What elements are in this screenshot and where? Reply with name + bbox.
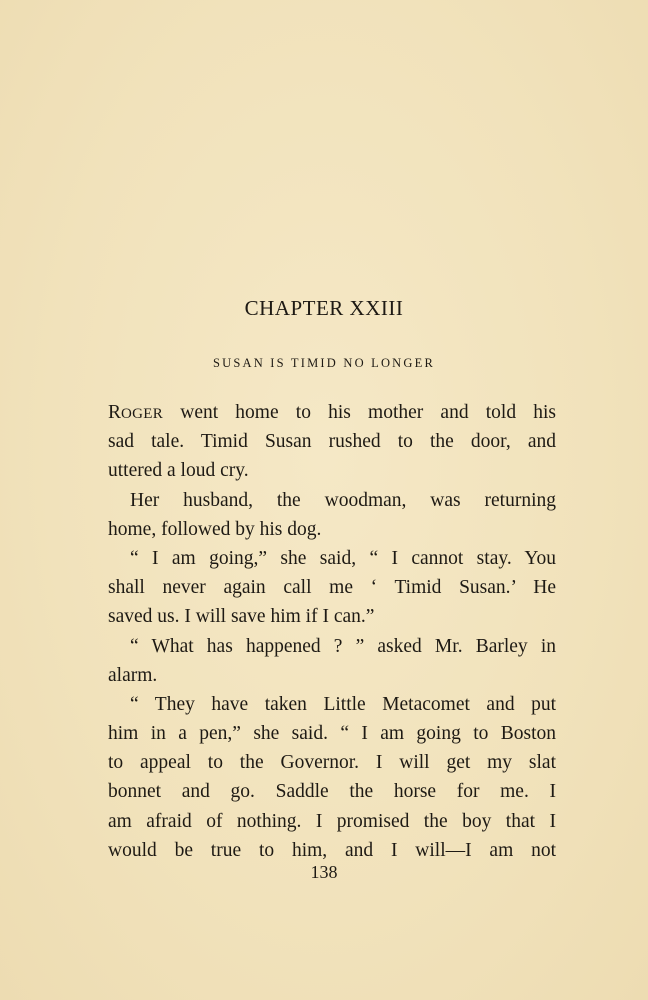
- text-line: “ They have taken Little Metacomet and put: [130, 693, 556, 715]
- text-line: “ I am going,” she said, “ I cannot stay. You: [130, 547, 556, 569]
- text-line: alarm.: [108, 664, 158, 686]
- text-line: saved us. I will save him if I can.”: [108, 606, 375, 628]
- text-line: sad tale. Timid Susan rushed to the door, and: [108, 431, 556, 453]
- text-line: “ What has happened ? ” asked Mr. Barley in: [130, 635, 556, 657]
- text-line: Her husband, the woodman, was returning: [130, 489, 556, 511]
- text-line: bonnet and go. Saddle the horse for me. I: [108, 781, 556, 803]
- page-number: 138: [310, 862, 338, 882]
- text-line: am afraid of nothing. I promised the boy that I: [108, 810, 556, 832]
- chapter-title: CHAPTER XXIII: [244, 296, 404, 320]
- opening-word: [108, 402, 163, 423]
- text-line: uttered a loud cry.: [108, 460, 249, 482]
- text-line: would be true to him, and I will—I am not: [108, 839, 556, 861]
- line-text: went home to his mother and told his: [180, 402, 557, 423]
- chapter-subtitle: SUSAN IS TIMID NO LONGER: [212, 356, 436, 370]
- text-line: him in a pen,” she said. “ I am going to Boston: [108, 723, 556, 745]
- text-line: shall never again call me ‘ Timid Susan.’ He: [108, 577, 556, 599]
- text-line: [108, 398, 556, 427]
- text-line: home, followed by his dog.: [108, 518, 322, 540]
- opening-small-caps: OGER: [121, 406, 164, 422]
- body-text: [108, 398, 556, 865]
- opening-initial: R: [108, 402, 122, 423]
- text-line: to appeal to the Governor. I will get my slat: [108, 752, 556, 774]
